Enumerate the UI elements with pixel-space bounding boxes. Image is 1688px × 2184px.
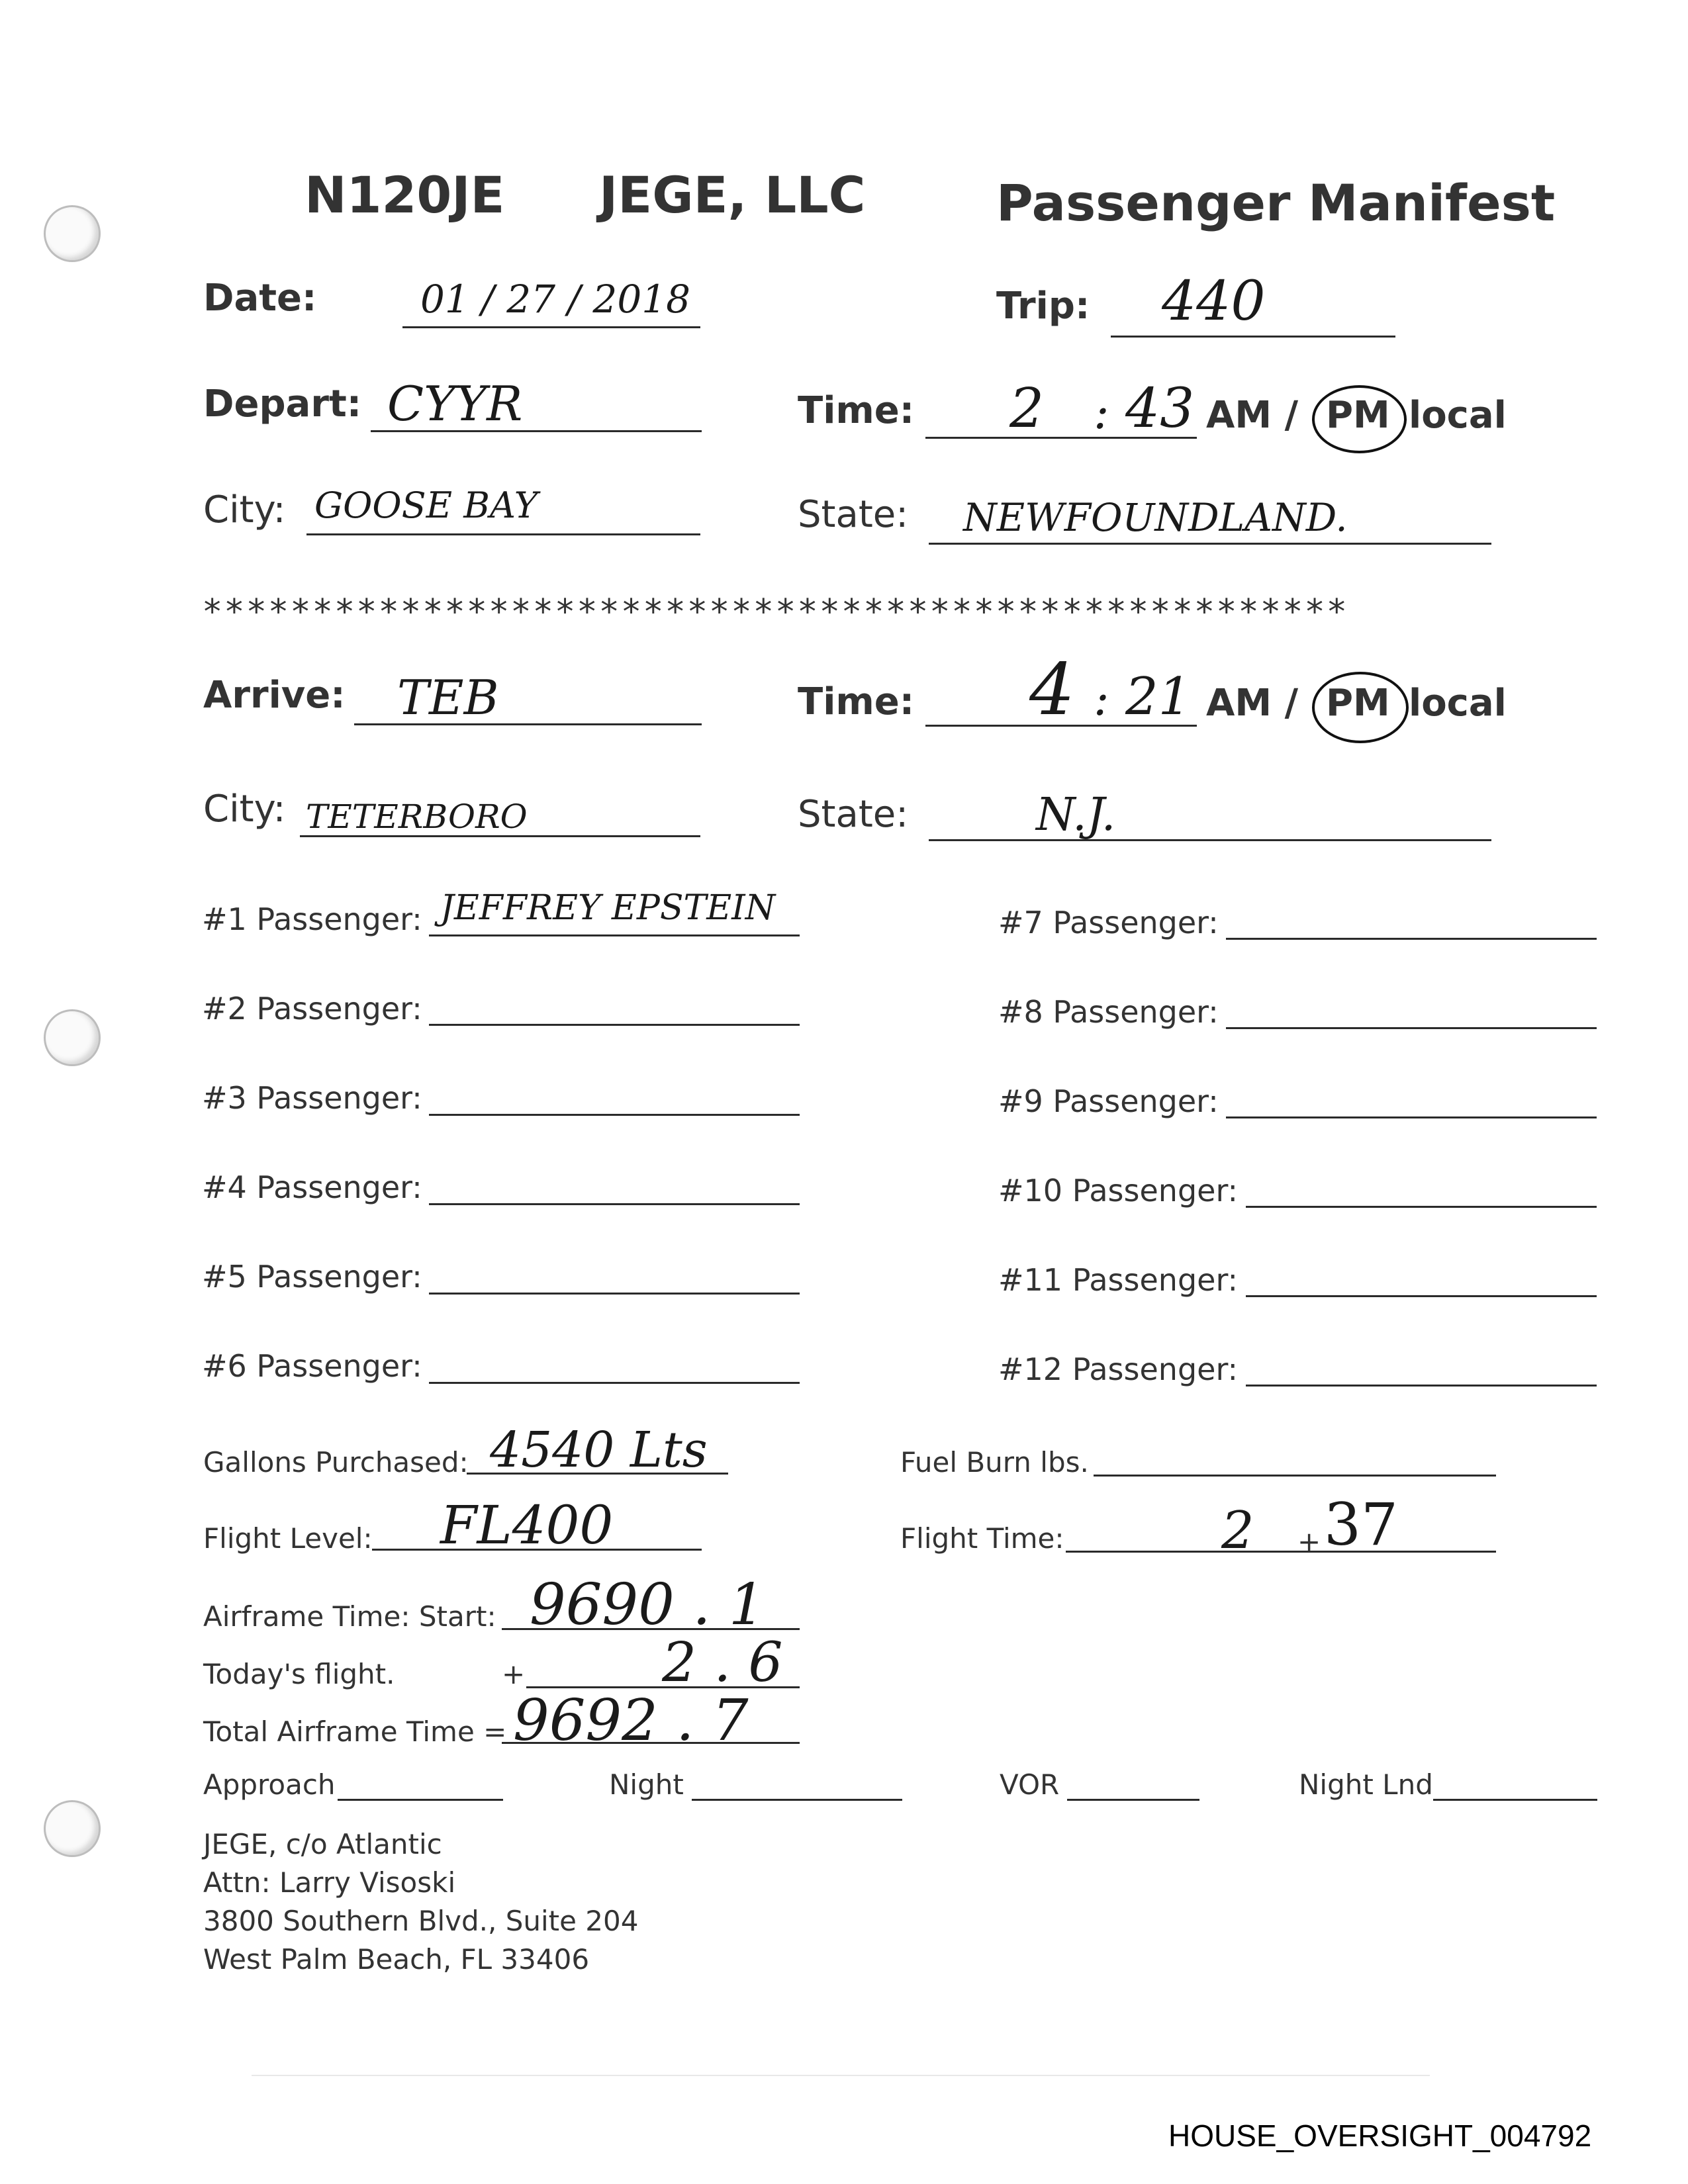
date-field-line [402, 326, 700, 328]
flight-time-field-line [1066, 1551, 1496, 1553]
address-line-2: Attn: Larry Visoski [203, 1866, 456, 1899]
passenger-7-field-line [1226, 938, 1597, 940]
address-line-3: 3800 Southern Blvd., Suite 204 [203, 1905, 639, 1937]
arrive-time-separator: : [1094, 672, 1109, 726]
arrive-pm-circle [1312, 672, 1409, 743]
scan-edge-line [252, 2075, 1430, 2076]
passenger-5-label: #5 Passenger: [202, 1259, 422, 1295]
arrive-state-label: State: [798, 793, 909, 836]
passenger-7-label: #7 Passenger: [998, 905, 1219, 940]
address-line-1: JEGE, c/o Atlantic [203, 1828, 442, 1860]
airframe-start-value: 9690 . 1 [530, 1572, 765, 1638]
depart-city-value: GOOSE BAY [314, 484, 538, 526]
passenger-3-label: #3 Passenger: [202, 1080, 422, 1116]
passenger-4-label: #4 Passenger: [202, 1169, 422, 1205]
depart-am-label: AM / [1206, 394, 1299, 437]
todays-flight-plus: + [502, 1658, 526, 1690]
tail-number: N120JE [305, 165, 505, 224]
night-field-line [692, 1799, 902, 1801]
punch-hole-middle [44, 1009, 101, 1066]
passenger-2-label: #2 Passenger: [202, 991, 422, 1026]
night-lnd-label: Night Lnd [1299, 1768, 1433, 1801]
depart-time-hour: 2 [1009, 377, 1045, 440]
depart-state-field-line [929, 543, 1491, 545]
trip-field-line [1111, 336, 1395, 338]
night-label: Night [609, 1768, 684, 1801]
passenger-9-label: #9 Passenger: [998, 1083, 1219, 1119]
passenger-11-field-line [1246, 1295, 1597, 1297]
depart-pm-label: PM [1326, 394, 1390, 437]
flight-time-minutes: 37 [1324, 1490, 1398, 1559]
arrive-city-value: TETERBORO [306, 797, 528, 836]
punch-hole-bottom [44, 1800, 101, 1857]
arrive-local-label: local [1409, 682, 1507, 725]
arrive-am-label: AM / [1206, 682, 1299, 725]
depart-city-field-line [306, 533, 700, 535]
passenger-4-field-line [429, 1203, 800, 1205]
approach-field-line [338, 1799, 503, 1801]
passenger-5-field-line [429, 1293, 800, 1295]
depart-time-label: Time: [798, 389, 915, 432]
passenger-11-label: #11 Passenger: [998, 1262, 1239, 1298]
passenger-8-field-line [1226, 1027, 1597, 1029]
gallons-purchased-value: 4540 Lts [490, 1422, 708, 1479]
passenger-6-label: #6 Passenger: [202, 1348, 422, 1384]
depart-pm-circle [1312, 385, 1407, 453]
arrive-label: Arrive: [203, 674, 346, 717]
trip-value: 440 [1162, 270, 1266, 333]
arrive-pm-label: PM [1326, 682, 1390, 725]
passenger-12-label: #12 Passenger: [998, 1351, 1239, 1387]
fuel-burn-field-line [1094, 1475, 1496, 1477]
address-line-4: West Palm Beach, FL 33406 [203, 1943, 590, 1976]
todays-flight-label: Today's flight. [203, 1658, 395, 1690]
passenger-8-label: #8 Passenger: [998, 994, 1219, 1030]
page-title: Passenger Manifest [996, 173, 1556, 232]
arrive-state-value: N.J. [1036, 789, 1116, 841]
date-value: 01 / 27 / 2018 [420, 277, 691, 322]
todays-flight-value: 2 . 6 [662, 1631, 783, 1694]
bates-number: HOUSE_OVERSIGHT_004792 [1168, 2118, 1592, 2153]
section-separator: **************************************************** [202, 592, 1348, 632]
airframe-start-label: Airframe Time: Start: [203, 1600, 496, 1633]
passenger-2-field-line [429, 1024, 800, 1026]
flight-level-value: FL400 [440, 1494, 614, 1556]
vor-field-line [1067, 1799, 1199, 1801]
passenger-3-field-line [429, 1114, 800, 1116]
passenger-6-field-line [429, 1382, 800, 1384]
arrive-time-hour: 4 [1029, 649, 1075, 731]
depart-city-label: City: [203, 488, 286, 531]
depart-local-label: local [1409, 394, 1507, 437]
depart-value: CYYR [387, 376, 523, 432]
depart-state-value: NEWFOUNDLAND. [963, 495, 1348, 540]
flight-time-hours: 2 [1221, 1501, 1254, 1561]
total-airframe-value: 9692 . 7 [513, 1688, 749, 1754]
passenger-10-field-line [1246, 1206, 1597, 1208]
approach-label: Approach [203, 1768, 336, 1801]
flight-level-label: Flight Level: [203, 1522, 373, 1555]
arrive-time-minute: 21 [1125, 667, 1192, 727]
punch-hole-top [44, 205, 101, 262]
passenger-9-field-line [1226, 1116, 1597, 1118]
vor-label: VOR [1000, 1768, 1060, 1801]
passenger-10-label: #10 Passenger: [998, 1173, 1239, 1208]
fuel-burn-label: Fuel Burn lbs. [900, 1446, 1089, 1479]
depart-time-minute: 43 [1125, 377, 1195, 440]
total-airframe-label: Total Airframe Time = [203, 1715, 507, 1748]
date-label: Date: [203, 277, 317, 320]
passenger-1-label: #1 Passenger: [202, 901, 422, 937]
flight-time-label: Flight Time: [900, 1522, 1064, 1555]
flight-time-plus: + [1297, 1525, 1321, 1558]
trip-label: Trip: [996, 285, 1090, 328]
arrive-state-field-line [929, 839, 1491, 841]
arrive-value: TEB [397, 670, 499, 725]
depart-label: Depart: [203, 383, 362, 426]
passenger-1-value: JEFFREY EPSTEIN [440, 888, 776, 928]
depart-time-separator: : [1094, 385, 1109, 439]
gallons-purchased-label: Gallons Purchased: [203, 1446, 469, 1479]
night-lnd-field-line [1433, 1799, 1597, 1801]
passenger-1-field-line [429, 934, 800, 936]
depart-state-label: State: [798, 493, 909, 536]
company-name: JEGE, LLC [599, 165, 866, 224]
arrive-city-label: City: [203, 788, 286, 831]
passenger-12-field-line [1246, 1385, 1597, 1387]
arrive-time-label: Time: [798, 680, 915, 723]
